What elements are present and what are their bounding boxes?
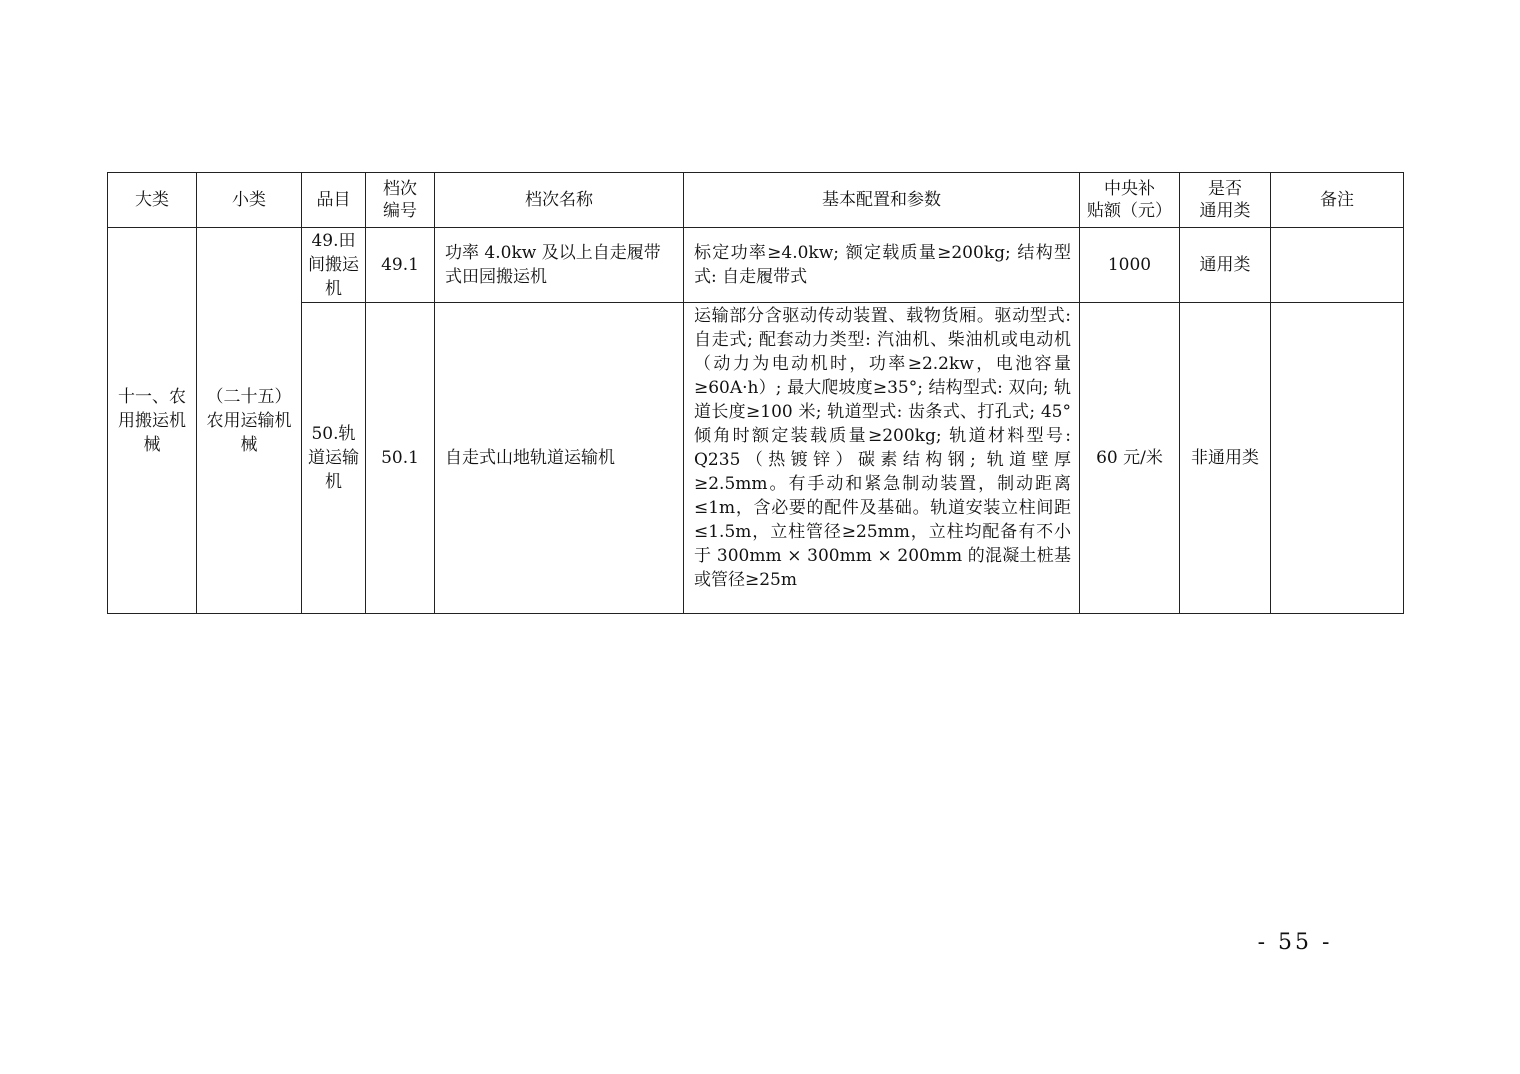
general-cell: 非通用类 xyxy=(1180,303,1271,614)
header-config: 基本配置和参数 xyxy=(684,173,1080,228)
grade-name-cell: 功率 4.0kw 及以上自走履带式田园搬运机 xyxy=(435,228,684,303)
subsidy-cell: 1000 xyxy=(1080,228,1180,303)
page-number: - 55 - xyxy=(1257,930,1333,955)
header-subsidy: 中央补 贴额（元） xyxy=(1080,173,1180,228)
header-row xyxy=(108,173,1404,228)
item-cell: 49.田间搬运机 xyxy=(302,228,366,303)
table-row xyxy=(108,228,1404,303)
header-item: 品目 xyxy=(302,173,366,228)
general-cell: 通用类 xyxy=(1180,228,1271,303)
remark-cell xyxy=(1271,228,1404,303)
config-cell: 标定功率≥4.0kw; 额定载质量≥200kg; 结构型式: 自走履带式 xyxy=(684,228,1080,303)
header-remark: 备注 xyxy=(1271,173,1404,228)
subcategory-cell: （二十五）农用运输机械 xyxy=(197,228,302,614)
subsidy-cell: 60 元/米 xyxy=(1080,303,1180,614)
config-cell: 运输部分含驱动传动装置、载物货厢。驱动型式: 自走式; 配套动力类型: 汽油机、柴油机或电动机（动力为电动机时，功率≥2.2kw，电池容量≥60A·h）; 最大爬坡度≥35°; 结构型式: 双向; 轨道长度≥100 米; 轨道型式: 齿条式、打孔式; 45° 倾角时额定装载质量≥200kg; 轨道材料型号: Q235（热镀锌）碳素结构钢; 轨道壁厚≥2.5mm。有手动和紧急制动装置，制动距离≤1m，含必要的配件及基础。轨道安装立柱间距≤1.5m，立柱管径≥25mm，立柱均配备有不小于 300mm × 300mm × 200mm 的混凝土桩基或管径≥25m xyxy=(684,303,1080,614)
header-grade-name: 档次名称 xyxy=(435,173,684,228)
item-cell: 50.轨道运输机 xyxy=(302,303,366,614)
subsidy-table xyxy=(107,172,1404,614)
header-subcategory: 小类 xyxy=(197,173,302,228)
grade-number-cell: 49.1 xyxy=(366,228,435,303)
category-cell: 十一、农用搬运机械 xyxy=(108,228,197,614)
remark-cell xyxy=(1271,303,1404,614)
header-category: 大类 xyxy=(108,173,197,228)
grade-number-cell: 50.1 xyxy=(366,303,435,614)
table-row xyxy=(108,303,1404,614)
header-general: 是否 通用类 xyxy=(1180,173,1271,228)
grade-name-cell: 自走式山地轨道运输机 xyxy=(435,303,684,614)
header-grade-number: 档次 编号 xyxy=(366,173,435,228)
